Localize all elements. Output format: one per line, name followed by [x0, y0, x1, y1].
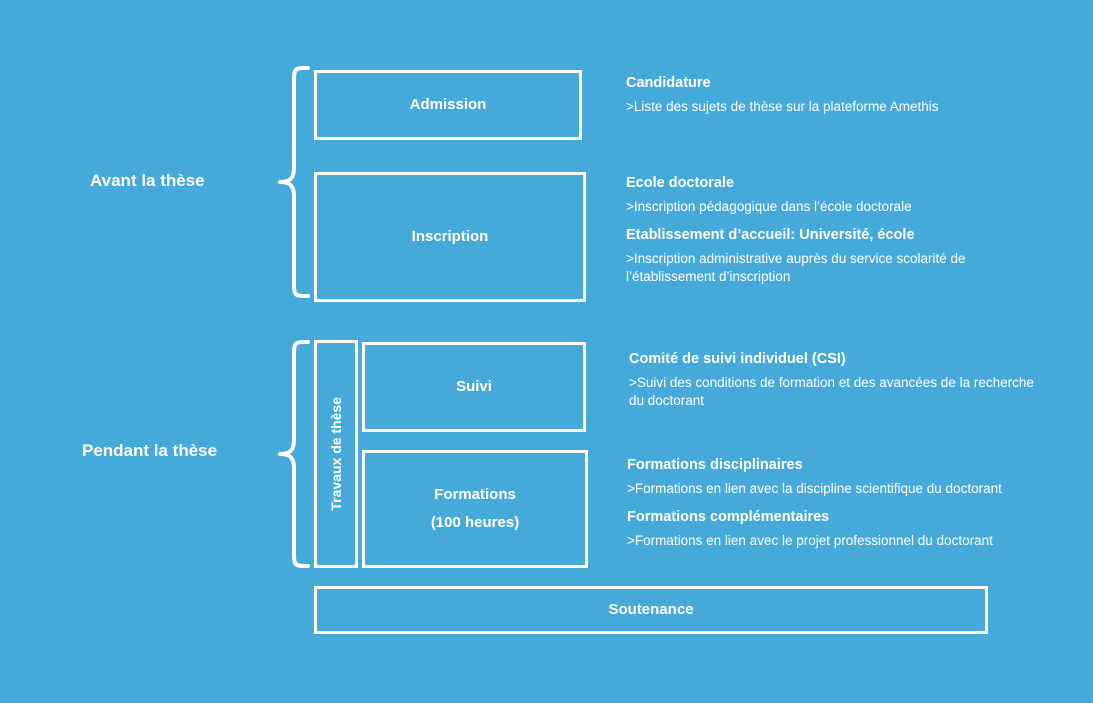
note-formations — [627, 456, 1067, 550]
note-admission-title-0: Candidature — [626, 75, 711, 91]
brace-pendant-la-these — [256, 336, 312, 572]
box-soutenance — [314, 586, 988, 634]
note-suivi-body-0: >Suivi des conditions de formation et des avancées de la recherche du doctorant — [629, 374, 1034, 409]
box-formations-label-line1: Formations — [434, 485, 516, 503]
note-formations-title-0: Formations disciplinaires — [627, 457, 803, 473]
box-inscription — [314, 172, 586, 302]
box-travaux-de-these-label: Travaux de thèse — [328, 397, 344, 511]
box-admission-label: Admission — [409, 95, 487, 113]
box-admission — [314, 70, 582, 140]
note-formations-body-1: >Formations en lien avec le projet professionnel du doctorant — [627, 532, 993, 548]
note-inscription-body-1: >Inscription administrative auprès du service scolarité de l’établissement d’inscription — [626, 250, 966, 285]
box-suivi — [362, 342, 586, 432]
phase-label-pendant-la-these: Pendant la thèse — [82, 441, 218, 460]
brace-avant-la-these — [258, 62, 314, 302]
note-formations-body-0: >Formations en lien avec la discipline scientifique du doctorant — [627, 480, 1002, 496]
box-soutenance-label: Soutenance — [608, 600, 694, 618]
note-formations-title-1: Formations complémentaires — [627, 509, 830, 526]
note-inscription — [626, 174, 1046, 286]
box-suivi-label: Suivi — [456, 377, 492, 395]
box-formations — [362, 450, 588, 568]
box-travaux-de-these — [314, 340, 358, 568]
phase-label-avant-la-these: Avant la thèse — [90, 171, 205, 190]
note-suivi-title-0: Comité de suivi individuel (CSI) — [629, 351, 846, 367]
note-suivi — [629, 350, 1049, 410]
note-admission-body-0: >Liste des sujets de thèse sur la plateforme Amethis — [626, 98, 939, 114]
note-inscription-body-0: >Inscription pédagogique dans l’école doctorale — [626, 198, 912, 214]
box-inscription-label: Inscription — [411, 227, 489, 245]
box-formations-label-line2: (100 heures) — [430, 514, 520, 531]
note-admission — [626, 74, 1046, 116]
note-inscription-title-1: Etablissement d’accueil: Université, école — [626, 227, 915, 244]
note-inscription-title-0: Ecole doctorale — [626, 175, 734, 191]
